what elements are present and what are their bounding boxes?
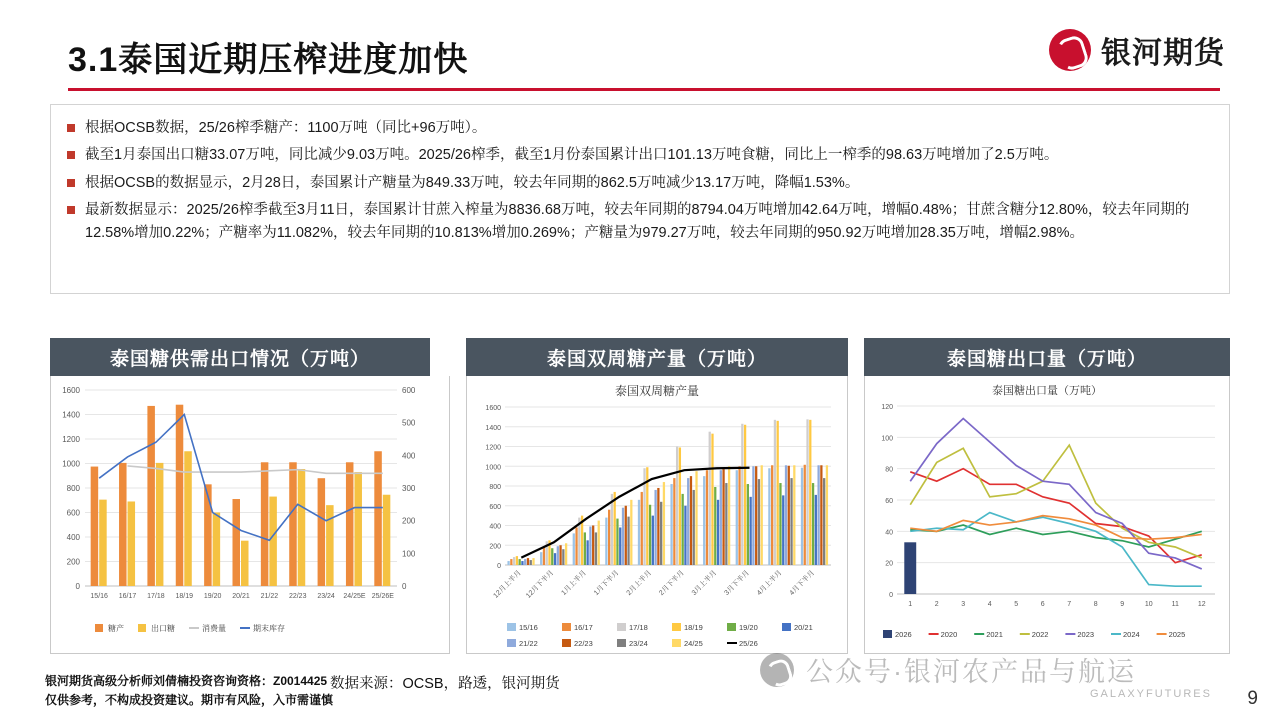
bar bbox=[722, 469, 724, 565]
axis-tick-label: 6 bbox=[1040, 601, 1045, 608]
line-series bbox=[128, 466, 383, 473]
axis-tick-label: 400 bbox=[66, 533, 80, 542]
bar bbox=[752, 466, 754, 565]
bar bbox=[657, 488, 659, 565]
axis-tick-label: 1000 bbox=[485, 464, 501, 472]
bullet-item bbox=[67, 172, 1213, 194]
axis-tick-label: 80 bbox=[885, 466, 893, 474]
bar bbox=[782, 495, 784, 565]
bar bbox=[513, 557, 515, 565]
bar bbox=[625, 506, 627, 565]
data-source: 数据来源：OCSB，路透，银河期货 bbox=[330, 676, 560, 692]
bar bbox=[551, 548, 553, 565]
bar bbox=[598, 521, 600, 565]
axis-tick-label: 25/26E bbox=[371, 593, 394, 600]
bar bbox=[241, 541, 249, 586]
bar bbox=[682, 494, 684, 565]
bullet-item bbox=[67, 144, 1213, 166]
legend-label: 24/25 bbox=[684, 639, 703, 648]
panel-title: 泰国糖供需出口情况（万吨） bbox=[50, 338, 430, 376]
bar bbox=[269, 497, 277, 586]
axis-tick-label: 8 bbox=[1093, 601, 1098, 608]
bar bbox=[91, 467, 99, 586]
bar bbox=[804, 465, 806, 565]
bar bbox=[374, 451, 382, 586]
legend-swatch bbox=[95, 624, 103, 632]
bar bbox=[823, 478, 825, 565]
bar bbox=[584, 532, 586, 565]
legend-swatch bbox=[562, 639, 571, 647]
bar bbox=[817, 465, 819, 565]
bar bbox=[711, 434, 713, 565]
axis-tick-label: 23/24 bbox=[317, 593, 335, 600]
axis-tick-label: 0 bbox=[497, 563, 501, 570]
axis-tick-label: 300 bbox=[402, 484, 416, 493]
bar bbox=[156, 463, 164, 586]
bar bbox=[554, 553, 556, 565]
bar bbox=[527, 558, 529, 565]
chart-inner-title: 泰国糖出口量（万吨） bbox=[992, 385, 1102, 397]
panel-body bbox=[466, 376, 848, 654]
bar bbox=[670, 484, 672, 565]
bullet-marker-icon bbox=[67, 179, 75, 187]
bar bbox=[622, 508, 624, 565]
disclaimer-line-2: 仅供参考，不构成投资建议。期市有风险，入市需谨慎 bbox=[45, 692, 334, 707]
legend-label: 19/20 bbox=[739, 623, 758, 632]
axis-tick-label: 12月上半月 bbox=[492, 569, 523, 600]
bar bbox=[660, 502, 662, 565]
chart-exports bbox=[865, 376, 1229, 652]
axis-tick-label: 100 bbox=[881, 435, 893, 443]
legend-label: 25/26 bbox=[739, 639, 758, 648]
bar bbox=[147, 406, 155, 586]
chart-inner-title: 泰国双周糖产量 bbox=[614, 384, 699, 398]
bar bbox=[619, 527, 621, 565]
bar bbox=[519, 559, 521, 565]
legend-swatch bbox=[727, 623, 736, 631]
bar bbox=[693, 490, 695, 565]
axis-tick-label: 18/19 bbox=[175, 593, 194, 600]
axis-tick-label: 1月上半月 bbox=[560, 569, 588, 597]
axis-tick-label: 600 bbox=[402, 386, 416, 395]
axis-tick-label: 9 bbox=[1120, 601, 1125, 608]
bar bbox=[761, 465, 763, 565]
legend-label: 消费量 bbox=[202, 624, 226, 633]
bar bbox=[806, 419, 808, 565]
bar bbox=[507, 561, 509, 565]
line-series bbox=[910, 445, 1202, 558]
bar bbox=[641, 492, 643, 565]
bar bbox=[673, 478, 675, 565]
bar bbox=[709, 432, 711, 565]
axis-tick-label: 24/25E bbox=[343, 593, 366, 600]
bar bbox=[575, 527, 577, 565]
bar bbox=[530, 560, 532, 565]
brand-name: 银河期货 bbox=[1101, 37, 1225, 70]
bullet-text: 根据OCSB的数据显示，2月28日，泰国累计产糖量为849.33万吨，较去年同期的862.5万吨减少13.17万吨，降幅1.53%。 bbox=[85, 174, 860, 191]
axis-tick-label: 12月下半月 bbox=[525, 569, 556, 600]
axis-tick-label: 600 bbox=[66, 508, 80, 518]
legend-swatch bbox=[782, 623, 791, 631]
legend-label: 15/16 bbox=[519, 623, 538, 632]
bar bbox=[725, 483, 727, 565]
bar bbox=[904, 542, 916, 594]
bar bbox=[654, 490, 656, 565]
bar bbox=[690, 476, 692, 565]
axis-tick-label: 1600 bbox=[485, 405, 501, 412]
bullet-text: 根据OCSB数据，25/26榨季糖产：1100万吨（同比+96万吨）。 bbox=[85, 120, 487, 136]
bar bbox=[706, 470, 708, 565]
bar bbox=[744, 425, 746, 565]
brand-logo bbox=[1049, 28, 1225, 72]
panel-body bbox=[864, 376, 1230, 654]
bar bbox=[717, 500, 719, 565]
axis-tick-label: 2月上半月 bbox=[625, 569, 654, 597]
axis-tick-label: 7 bbox=[1067, 601, 1072, 608]
legend-label: 2023 bbox=[1077, 630, 1095, 639]
legend-swatch bbox=[672, 623, 681, 631]
bar bbox=[815, 495, 817, 565]
legend-label: 21/22 bbox=[519, 639, 538, 648]
bar bbox=[679, 447, 681, 565]
bar bbox=[812, 483, 814, 565]
bar bbox=[758, 479, 760, 565]
axis-tick-label: 16/17 bbox=[118, 593, 137, 600]
bar bbox=[714, 487, 716, 565]
bar bbox=[573, 533, 575, 565]
bar bbox=[318, 478, 326, 586]
bar bbox=[298, 469, 306, 586]
axis-tick-label: 120 bbox=[881, 404, 893, 411]
bar bbox=[728, 466, 730, 565]
bar bbox=[605, 518, 607, 565]
bar bbox=[785, 465, 787, 565]
axis-tick-label: 60 bbox=[885, 498, 893, 505]
legend-swatch bbox=[507, 639, 516, 647]
bar bbox=[630, 500, 632, 565]
bar bbox=[676, 447, 678, 566]
line-series bbox=[99, 415, 383, 541]
bar bbox=[750, 497, 752, 565]
panel-body bbox=[50, 376, 450, 654]
bar bbox=[771, 465, 773, 565]
bar bbox=[809, 420, 811, 565]
legend-swatch bbox=[883, 630, 892, 638]
bar bbox=[627, 517, 629, 565]
bar bbox=[768, 468, 770, 565]
watermark-logo-icon bbox=[760, 653, 794, 687]
bar bbox=[589, 526, 591, 565]
legend-label: 2021 bbox=[986, 630, 1003, 639]
bar bbox=[793, 465, 795, 565]
bar bbox=[119, 463, 127, 586]
bullet-marker-icon bbox=[67, 206, 75, 214]
axis-tick-label: 400 bbox=[402, 451, 416, 461]
bullet-text: 最新数据显示：2025/26榨季截至3月11日，泰国累计甘蔗入榨量为8836.68万吨，较去年同期的8794.04万吨增加42.64万吨，增幅0.48%；甘蔗含糖分12.80%，较去年同期的12.58%增加0.22%；产糖率为11.082%，较去年同期的10.813%增加0.269%；产糖量为979.27万吨，较去年同期的950.92万吨增加28.35万吨，增幅2.98%。 bbox=[85, 202, 1190, 241]
axis-tick-label: 1400 bbox=[485, 424, 501, 432]
chart-biweekly-production bbox=[467, 399, 847, 657]
bar bbox=[213, 513, 221, 587]
disclaimer bbox=[45, 672, 333, 709]
bar bbox=[652, 516, 654, 565]
bar bbox=[684, 506, 686, 565]
page-number: 9 bbox=[1247, 688, 1258, 709]
axis-tick-label: 1 bbox=[908, 601, 913, 608]
galaxy-logo-icon bbox=[1049, 29, 1091, 71]
watermark-subtext: GALAXYFUTURES bbox=[1090, 688, 1212, 700]
bar bbox=[663, 482, 665, 565]
bar bbox=[176, 405, 184, 586]
bar bbox=[695, 471, 697, 565]
bar bbox=[736, 470, 738, 565]
legend-swatch bbox=[562, 623, 571, 631]
axis-tick-label: 2月下半月 bbox=[658, 569, 686, 597]
axis-tick-label: 21/22 bbox=[260, 593, 279, 600]
chart-panel-biweekly-production bbox=[466, 338, 848, 654]
legend-swatch bbox=[138, 624, 146, 632]
bar bbox=[540, 552, 542, 565]
axis-tick-label: 1400 bbox=[62, 410, 80, 420]
watermark bbox=[760, 650, 1136, 689]
axis-tick-label: 19/20 bbox=[203, 593, 222, 600]
bar bbox=[521, 561, 523, 565]
bar bbox=[99, 500, 107, 586]
legend-label: 23/24 bbox=[629, 639, 648, 648]
bar bbox=[801, 468, 803, 565]
bar bbox=[638, 500, 640, 565]
legend-label: 17/18 bbox=[629, 623, 648, 632]
bar bbox=[720, 470, 722, 565]
page-title: 3.1泰国近期压榨进度加快 bbox=[68, 41, 469, 79]
legend-label: 2024 bbox=[1123, 630, 1140, 639]
axis-tick-label: 200 bbox=[489, 543, 501, 551]
bar bbox=[354, 472, 362, 586]
slide-header bbox=[0, 0, 1280, 92]
bar bbox=[543, 547, 545, 565]
legend-swatch bbox=[617, 623, 626, 631]
bar bbox=[738, 466, 740, 565]
axis-tick-label: 1600 bbox=[62, 386, 80, 395]
legend-label: 2020 bbox=[940, 630, 958, 639]
bar bbox=[346, 462, 354, 586]
bar bbox=[516, 556, 518, 565]
bar bbox=[608, 510, 610, 565]
axis-tick-label: 0 bbox=[402, 582, 407, 591]
bar bbox=[510, 559, 512, 565]
legend-label: 糖产 bbox=[108, 624, 124, 633]
bar bbox=[565, 543, 567, 565]
bar bbox=[788, 466, 790, 565]
bar bbox=[204, 484, 212, 586]
bar bbox=[774, 420, 776, 565]
axis-tick-label: 4月上半月 bbox=[756, 569, 784, 597]
axis-tick-label: 4月下半月 bbox=[788, 569, 817, 597]
bar bbox=[741, 424, 743, 565]
axis-tick-label: 1000 bbox=[62, 459, 80, 469]
axis-tick-label: 4 bbox=[987, 601, 992, 608]
chart-panel-exports bbox=[864, 338, 1230, 654]
legend-label: 22/23 bbox=[574, 639, 593, 648]
bar bbox=[532, 558, 534, 565]
legend-swatch bbox=[672, 639, 681, 647]
bar bbox=[777, 421, 779, 565]
bullet-marker-icon bbox=[67, 124, 75, 132]
legend-label: 18/19 bbox=[684, 623, 703, 632]
bar bbox=[559, 545, 561, 565]
axis-tick-label: 400 bbox=[489, 523, 501, 531]
chart-supply-export bbox=[51, 376, 431, 652]
axis-tick-label: 500 bbox=[402, 418, 416, 428]
bullet-item bbox=[67, 199, 1213, 244]
axis-tick-label: 1月下半月 bbox=[593, 569, 621, 597]
legend-swatch bbox=[507, 623, 516, 631]
bar bbox=[703, 476, 705, 565]
bar bbox=[611, 494, 613, 565]
bar bbox=[562, 549, 564, 565]
axis-tick-label: 3月上半月 bbox=[690, 569, 719, 597]
axis-tick-label: 0 bbox=[889, 592, 893, 599]
panel-title: 泰国双周糖产量（万吨） bbox=[466, 338, 848, 376]
bar bbox=[383, 495, 391, 586]
axis-tick-label: 200 bbox=[66, 557, 80, 567]
legend-label: 2022 bbox=[1031, 630, 1049, 639]
bar bbox=[747, 484, 749, 565]
bar bbox=[587, 540, 589, 565]
axis-tick-label: 17/18 bbox=[147, 593, 165, 600]
bar bbox=[289, 462, 297, 586]
axis-tick-label: 3 bbox=[961, 601, 966, 608]
axis-tick-label: 20 bbox=[885, 560, 893, 568]
bullet-text: 截至1月泰国出口糖33.07万吨，同比减少9.03万吨。2025/26榨季，截至1月份泰国累计出口101.13万吨食糖，同比上一榨季的98.63万吨增加了2.5万吨。 bbox=[85, 147, 1059, 164]
bar bbox=[557, 546, 559, 565]
disclaimer-line-1: 银河期货高级分析师刘倩楠投资咨询资格：Z0014425 bbox=[45, 674, 328, 688]
axis-tick-label: 11 bbox=[1171, 601, 1179, 608]
bar bbox=[687, 478, 689, 565]
axis-tick-label: 200 bbox=[402, 516, 416, 526]
bar bbox=[128, 501, 136, 586]
bar bbox=[614, 492, 616, 565]
bar bbox=[820, 465, 822, 565]
bullet-item bbox=[67, 117, 1213, 139]
bullet-marker-icon bbox=[67, 151, 75, 159]
legend-label: 2026 bbox=[895, 630, 912, 639]
axis-tick-label: 1200 bbox=[485, 444, 501, 452]
bar bbox=[790, 478, 792, 565]
bar bbox=[755, 466, 757, 565]
axis-tick-label: 15/16 bbox=[90, 593, 108, 600]
axis-tick-label: 100 bbox=[402, 549, 416, 559]
bar bbox=[616, 519, 618, 565]
axis-tick-label: 800 bbox=[66, 484, 80, 493]
bar bbox=[261, 462, 269, 586]
legend-label: 出口糖 bbox=[151, 624, 175, 633]
chart-panel-supply-export bbox=[50, 338, 450, 654]
bar bbox=[232, 499, 240, 586]
axis-tick-label: 0 bbox=[75, 582, 80, 591]
bar bbox=[592, 526, 594, 566]
axis-tick-label: 2 bbox=[934, 601, 939, 608]
axis-tick-label: 22/23 bbox=[288, 593, 307, 600]
header-divider bbox=[68, 88, 1220, 91]
bar bbox=[826, 465, 828, 565]
legend-label: 2025 bbox=[1168, 630, 1186, 639]
bar bbox=[779, 483, 781, 565]
axis-tick-label: 10 bbox=[1144, 601, 1153, 608]
legend-label: 期末库存 bbox=[253, 624, 285, 633]
axis-tick-label: 20/21 bbox=[232, 593, 250, 600]
axis-tick-label: 800 bbox=[489, 484, 501, 491]
bar bbox=[595, 532, 597, 565]
legend-label: 20/21 bbox=[794, 623, 813, 632]
axis-tick-label: 5 bbox=[1014, 601, 1019, 608]
summary-box bbox=[50, 104, 1230, 294]
bar bbox=[649, 505, 651, 565]
watermark-text: 公众号·银河农产品与航运 bbox=[806, 657, 1136, 687]
axis-tick-label: 12 bbox=[1197, 601, 1206, 608]
axis-tick-label: 1200 bbox=[62, 435, 80, 444]
axis-tick-label: 3月下半月 bbox=[723, 569, 751, 597]
legend-label: 16/17 bbox=[574, 623, 593, 632]
axis-tick-label: 600 bbox=[489, 503, 501, 511]
legend-swatch bbox=[617, 639, 626, 647]
bar bbox=[524, 559, 526, 565]
panel-title: 泰国糖出口量（万吨） bbox=[864, 338, 1230, 376]
axis-tick-label: 40 bbox=[885, 529, 893, 537]
